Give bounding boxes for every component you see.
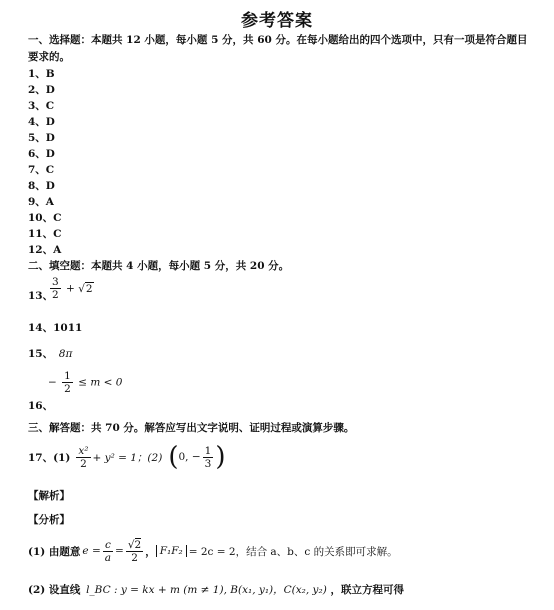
q17-answer [28,442,225,472]
q16-fraction [62,370,73,395]
choice-answer-7: 7、C [28,164,55,176]
step1-comma: ， [145,545,156,558]
choice-answer-12: 12、A [28,244,62,256]
q17-point-fraction [203,445,214,470]
q15-value: 8π [58,348,73,360]
section1-heading [28,32,528,66]
step2-prefix: (2) 设直线 [28,584,81,596]
q13-den: 2 [52,289,59,301]
step1-sqrt-value: 2 [134,538,142,551]
q16-rest: ≤ m < 0 [78,376,123,389]
step1-eq2: = [115,545,124,557]
q13-label: 13、 [28,290,54,302]
q17-paren-close: ) [215,442,226,472]
choice-answer-9: 9、A [28,196,54,208]
choice-answer-11: 11、C [28,228,62,240]
section3-heading: 三、解答题：共 70 分。解答应写出文字说明、证明过程或演算步骤。 [28,422,355,434]
q17-paren-open: ( [168,442,179,472]
step1-sqrt-fraction [126,539,143,564]
q17-point-num: 1 [204,444,212,457]
choice-answer-4: 4、D [28,116,55,128]
section2-heading: 二、填空题：本题共 4 小题，每小题 5 分，共 20 分。 [28,260,290,272]
q13-num: 3 [52,276,59,288]
step1-den2: 2 [131,551,138,564]
choice-answer-5: 5、D [28,132,55,144]
step1-abs: F₁F₂ [156,545,187,557]
step1-sqrt-num: √2 [127,538,142,551]
q16-label: 16、 [28,400,54,412]
q16-minus: − [48,376,57,389]
choice-answer-8: 8、D [28,180,55,192]
step2-suffix: ，联立方程可得 [330,584,404,596]
step1-c: c [104,538,111,551]
step1-e-eq: e = [82,545,101,557]
step2-line: l_BC : y = kx + m (m ≠ 1), B(x₁, y₁)，C(x₂, y₂) [86,584,327,596]
step1-after: = 2c = 2，结合 a、b、c 的关系即可求解。 [188,545,398,558]
choice-answer-1: 1、B [28,68,55,80]
choice-answer-2: 2、D [28,84,55,96]
analysis-step-1 [28,536,398,566]
q13-sqrt-value: 2 [85,282,93,295]
q14-answer [28,320,82,335]
q17-fraction-num: x² [78,444,89,457]
q14-label: 14、 [28,322,54,334]
step1-a: a [104,551,112,564]
section1-heading-line2: 要求的。 [28,51,70,63]
choice-answer-6: 6、D [28,148,55,160]
q14-value: 1011 [53,322,83,334]
jiexi-label: 【解析】 [28,490,70,502]
choice-answer-3: 3、C [28,100,55,112]
step1-prefix: (1) 由题意 [28,545,81,558]
q17-point-den: 3 [204,457,212,470]
q17-mid: + y² = 1；(2) [92,451,163,464]
q15-label: 15、 [28,348,54,360]
step1-c-over-a [103,539,113,564]
q13-sqrt: √2 [78,282,93,295]
q15-answer [28,346,72,361]
fenxi-label: 【分析】 [28,514,70,526]
q16-expression [48,370,122,395]
analysis-step-2 [28,582,404,597]
q16-num: 1 [64,370,71,382]
q13-expression [48,276,94,301]
q17-fraction [76,445,90,470]
q17-label: 17、(1) [28,451,71,464]
section1-heading-line1: 一、选择题：本题共 12 小题，每小题 5 分，共 60 分。在每小题给出的四个选项中，只有一项是符合题目 [28,34,528,46]
choice-answer-10: 10、C [28,212,62,224]
q13-fraction [50,276,61,301]
q16-den: 2 [64,383,71,395]
q17-fraction-den: 2 [80,457,87,470]
page-title: 参考答案 [241,11,313,31]
q17-point-open: 0, − [178,451,201,463]
q13-plus: + [66,282,75,295]
